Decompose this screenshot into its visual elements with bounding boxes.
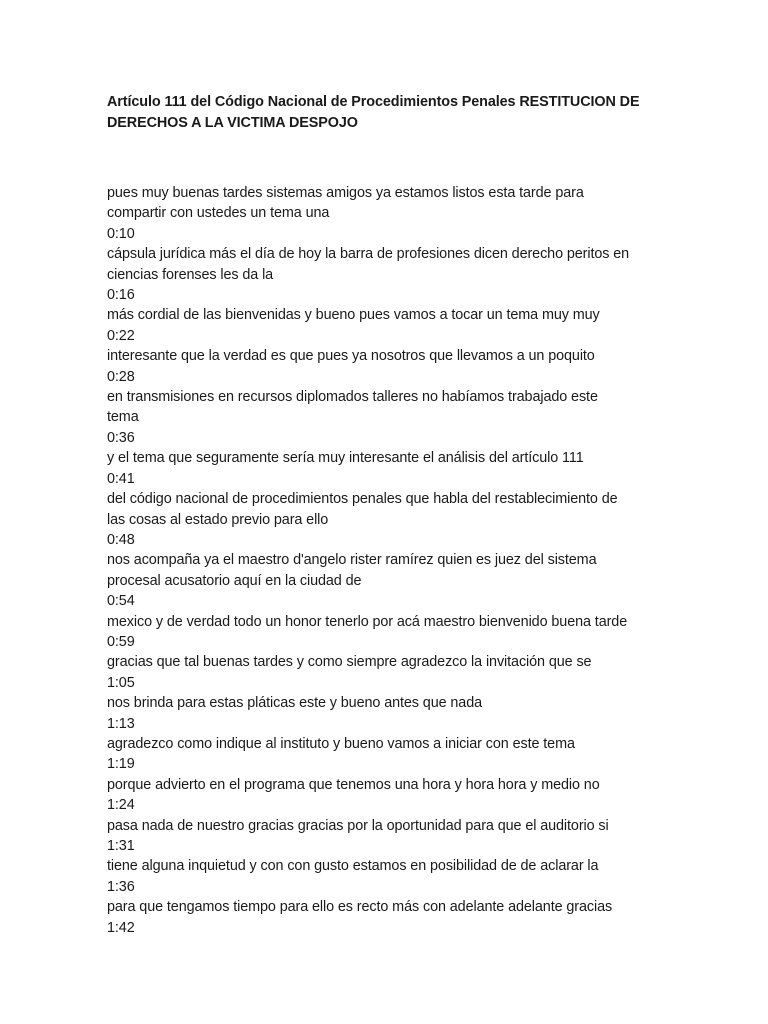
transcript-line: gracias que tal buenas tardes y como siempre agradezco la invitación que se: [107, 654, 592, 671]
transcript-line: 0:22: [107, 327, 135, 344]
document-page: [107, 92, 667, 938]
transcript-line: 1:24: [107, 797, 135, 814]
transcript-line: 0:48: [107, 531, 135, 548]
transcript-line: pues muy buenas tardes sistemas amigos ya estamos listos esta tarde para: [107, 185, 584, 201]
transcript-line: 0:28: [107, 368, 135, 385]
transcript-line: para que tengamos tiempo para ello es recto más con adelante adelante gracias: [107, 899, 613, 916]
transcript-line: cápsula jurídica más el día de hoy la barra de profesiones dicen derecho peritos en: [107, 246, 630, 263]
transcript-line: compartir con ustedes un tema una: [107, 205, 330, 222]
transcript-line: 0:41: [107, 470, 135, 487]
transcript-line: 0:59: [107, 633, 135, 650]
transcript-line: procesal acusatorio aquí en la ciudad de: [107, 572, 362, 589]
transcript-line: pasa nada de nuestro gracias gracias por la oportunidad para que el auditorio si: [107, 817, 609, 834]
document-title: Artículo 111 del Código Nacional de Procedimientos Penales RESTITUCION DE DERECHOS A LA VICTIMA DESPOJO: [107, 94, 640, 131]
transcript-line: 0:36: [107, 429, 135, 446]
transcript-line: 1:19: [107, 756, 135, 773]
transcript-line: nos brinda para estas pláticas este y bueno antes que nada: [107, 695, 483, 712]
transcript-line: interesante que la verdad es que pues ya nosotros que llevamos a un poquito: [107, 348, 595, 365]
transcript-line: 0:54: [107, 593, 135, 610]
transcript-line: 1:13: [107, 715, 135, 732]
transcript-line: 0:16: [107, 287, 135, 304]
transcript-line: del código nacional de procedimientos penales que habla del restablecimiento de: [107, 491, 618, 508]
transcript-line: agradezco como indique al instituto y bueno vamos a iniciar con este tema: [107, 735, 575, 752]
transcript-line: 1:36: [107, 878, 135, 895]
transcript-line: 1:31: [107, 838, 135, 854]
transcript-line: 1:05: [107, 674, 135, 691]
transcript-line: más cordial de las bienvenidas y bueno pues vamos a tocar un tema muy muy: [107, 307, 600, 324]
transcript-line: 1:42: [107, 919, 135, 936]
transcript-body: [107, 183, 667, 938]
transcript-line: las cosas al estado previo para ello: [107, 511, 329, 528]
transcript-line: tema: [107, 409, 139, 426]
transcript-line: tiene alguna inquietud y con con gusto estamos en posibilidad de de aclarar la: [107, 858, 599, 875]
transcript-line: y el tema que seguramente sería muy interesante el análisis del artículo 111: [107, 450, 584, 467]
transcript-line: mexico y de verdad todo un honor tenerlo por acá maestro bienvenido buena tarde: [107, 613, 628, 630]
transcript-line: 0:10: [107, 225, 135, 242]
transcript-line: porque advierto en el programa que tenemos una hora y hora hora y medio no: [107, 776, 600, 793]
transcript-line: en transmisiones en recursos diplomados talleres no habíamos trabajado este: [107, 389, 598, 406]
transcript-line: nos acompaña ya el maestro d'angelo rister ramírez quien es juez del sistema: [107, 552, 597, 569]
transcript-line: ciencias forenses les da la: [107, 266, 274, 283]
